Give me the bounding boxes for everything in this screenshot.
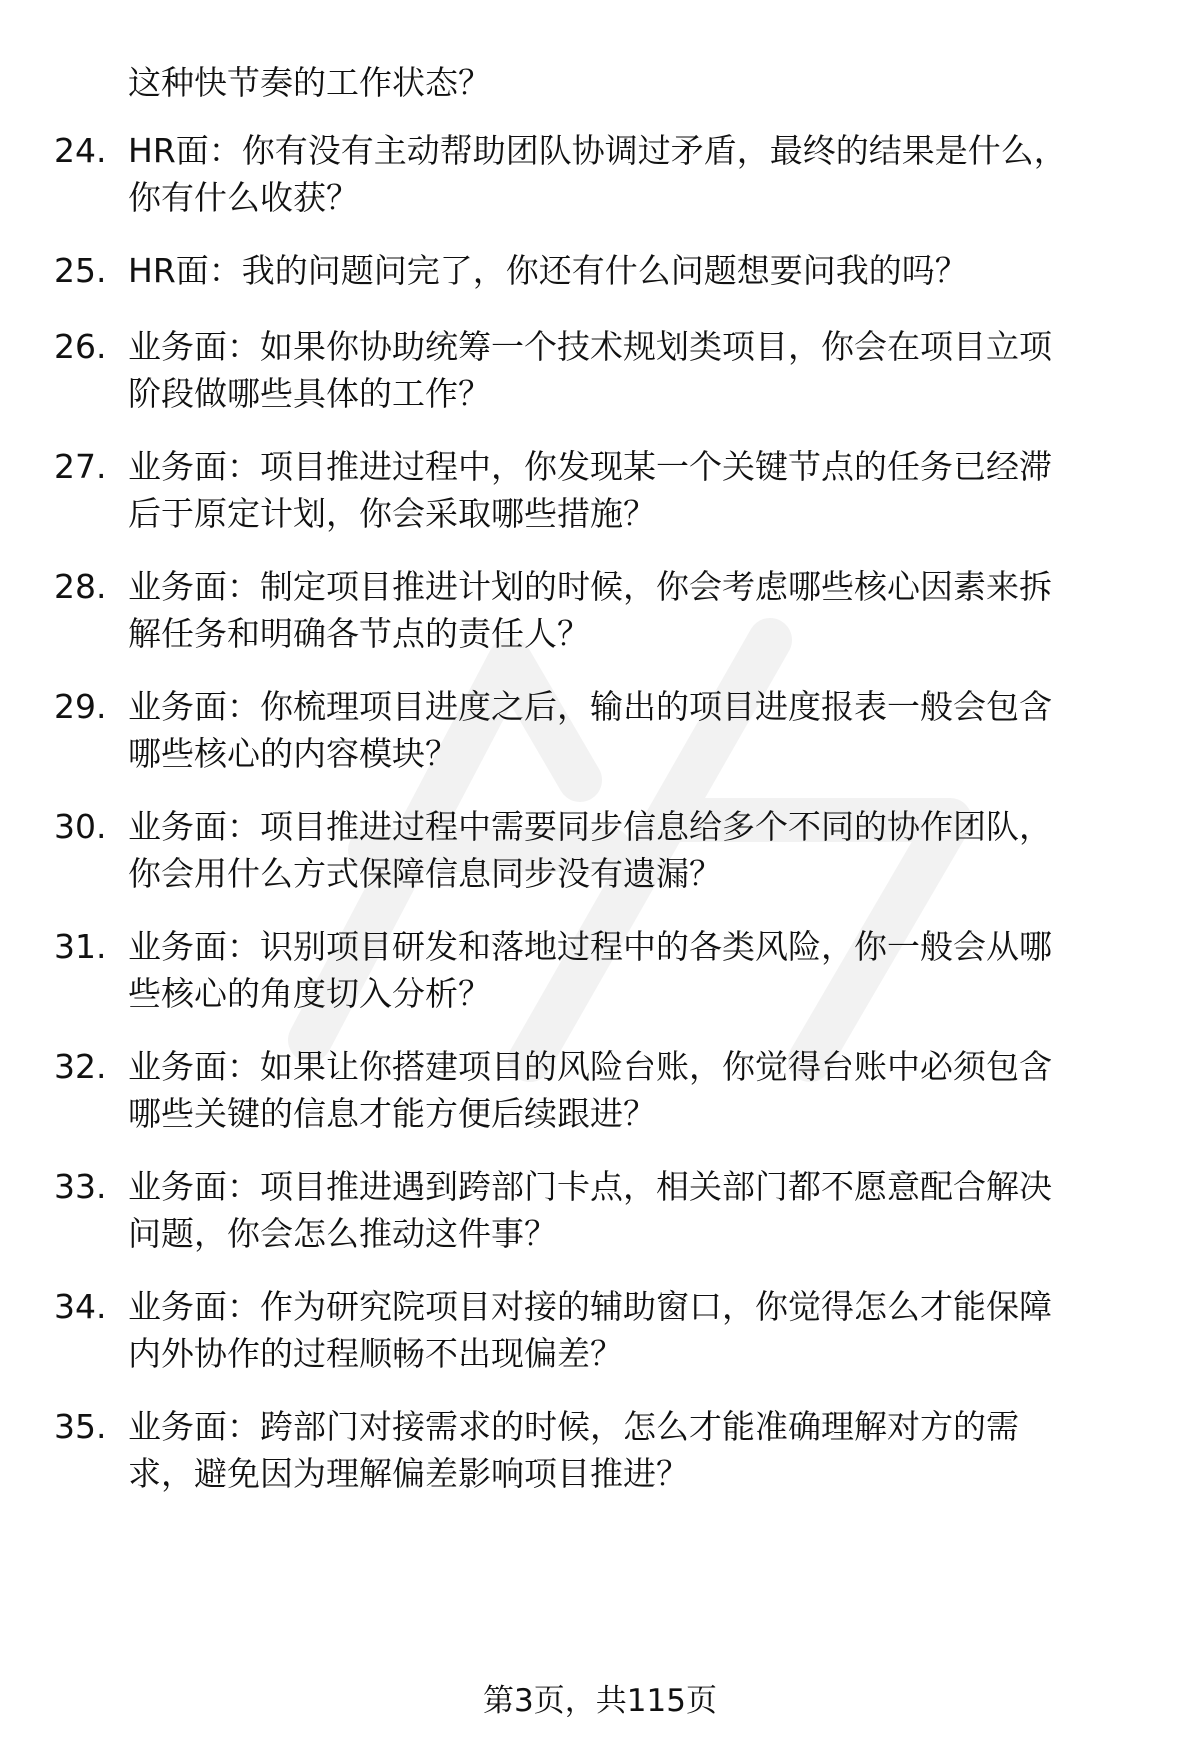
question-text-line: 业务面：你梳理项目进度之后，输出的项目进度报表一般会包含	[128, 687, 1052, 726]
question-number: 25.	[54, 251, 107, 290]
question-number: 24.	[54, 131, 107, 170]
question-text-line: 内外协作的过程顺畅不出现偏差？	[128, 1334, 623, 1373]
question-text-line: 解任务和明确各节点的责任人？	[128, 614, 590, 653]
question-text-line: 业务面：制定项目推进计划的时候，你会考虑哪些核心因素来拆	[128, 567, 1052, 606]
question-number: 31.	[54, 927, 107, 966]
question-number: 35.	[54, 1407, 107, 1446]
question-text-line: 业务面：跨部门对接需求的时候，怎么才能准确理解对方的需	[128, 1407, 1019, 1446]
question-number: 28.	[54, 567, 107, 606]
question-text-line: 哪些核心的内容模块？	[128, 734, 458, 773]
question-text-line: 业务面：作为研究院项目对接的辅助窗口，你觉得怎么才能保障	[128, 1287, 1052, 1326]
page-number-footer: 第3页，共115页	[483, 1683, 717, 1719]
question-text-line: 阶段做哪些具体的工作？	[128, 374, 491, 413]
question-text-line: 业务面：项目推进遇到跨部门卡点，相关部门都不愿意配合解决	[128, 1167, 1052, 1206]
question-text-line: 后于原定计划，你会采取哪些措施？	[128, 494, 656, 533]
question-text-line: 业务面：识别项目研发和落地过程中的各类风险，你一般会从哪	[128, 927, 1052, 966]
question-text-line: 哪些关键的信息才能方便后续跟进？	[128, 1094, 656, 1133]
question-number: 34.	[54, 1287, 107, 1326]
question-text-line: HR面：你有没有主动帮助团队协调过矛盾，最终的结果是什么，	[128, 131, 1067, 170]
question-text-line: 你会用什么方式保障信息同步没有遗漏？	[128, 854, 722, 893]
question-number: 32.	[54, 1047, 107, 1086]
question-number: 29.	[54, 687, 107, 726]
question-number: 27.	[54, 447, 107, 486]
question-text-line: HR面：我的问题问完了，你还有什么问题想要问我的吗？	[128, 251, 968, 290]
question-number: 33.	[54, 1167, 107, 1206]
question-text-line: 业务面：项目推进过程中需要同步信息给多个不同的协作团队，	[128, 807, 1052, 846]
question-text-line: 业务面：项目推进过程中，你发现某一个关键节点的任务已经滞	[128, 447, 1052, 486]
question-text-line: 些核心的角度切入分析？	[128, 974, 491, 1013]
continued-question-text: 这种快节奏的工作状态？	[128, 63, 491, 102]
question-text-line: 问题，你会怎么推动这件事？	[128, 1214, 557, 1253]
question-text-line: 业务面：如果你协助统筹一个技术规划类项目，你会在项目立项	[128, 327, 1052, 366]
question-text-line: 业务面：如果让你搭建项目的风险台账，你觉得台账中必须包含	[128, 1047, 1052, 1086]
question-text-line: 求，避免因为理解偏差影响项目推进？	[128, 1454, 689, 1493]
question-number: 26.	[54, 327, 107, 366]
question-text-line: 你有什么收获？	[128, 178, 359, 217]
question-number: 30.	[54, 807, 107, 846]
